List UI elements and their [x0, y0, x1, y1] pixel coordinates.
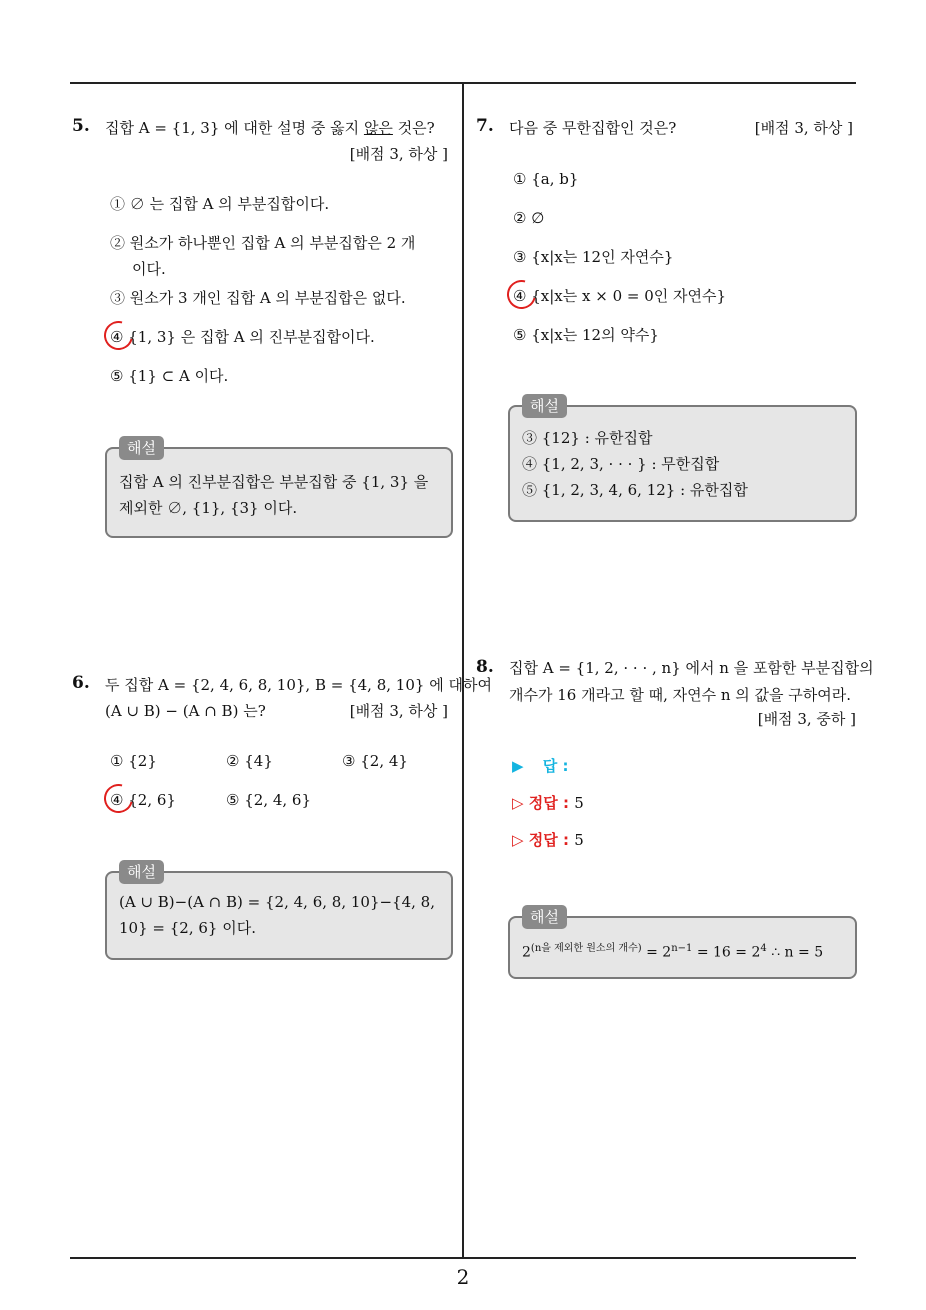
answer-circle-icon	[99, 779, 139, 819]
solution-text: 집합 A 의 진부분집합은 부분집합 중 {1, 3} 을 제외한 ∅, {1}, {3} 이다.	[119, 473, 429, 517]
choice-5[interactable]: ⑤ {x|x는 12의 약수}	[513, 326, 659, 344]
solution-box	[105, 439, 453, 538]
correct-value: 5	[574, 831, 584, 849]
solution-text: (A ∪ B)−(A ∩ B) = {2, 4, 6, 8, 10}−{4, 8, 10} = {2, 6} 이다.	[119, 893, 435, 937]
question-text-line1: 두 집합 A = {2, 4, 6, 8, 10}, B = {4, 8, 10} 에 대하여	[105, 676, 492, 694]
choice-4-correct[interactable]: ④ {x|x는 x × 0 = 0인 자연수}	[513, 283, 726, 309]
correct-label: 정답 :	[528, 794, 569, 812]
answer-circle-icon	[99, 316, 139, 356]
score-label: [배점 3, 하상 ]	[754, 119, 853, 137]
correct-answer-row-1	[512, 792, 584, 813]
solution-line-3: ⑤ {1, 2, 3, 4, 6, 12} : 유한집합	[522, 481, 748, 499]
correct-arrow-icon: ▷	[512, 831, 524, 849]
solution-label: 해설	[522, 905, 567, 929]
solution-text: $2^{(n을 제외한 원소의 개수)} = 2^{n-1} = 16 = 2^4$ ∴ n = 5	[522, 943, 824, 961]
question-number: 7.	[476, 116, 494, 136]
question-text: 집합 A = {1, 3} 에 대한 설명 중 옳지 않은 것은?	[105, 119, 435, 137]
bottom-rule	[70, 1257, 856, 1259]
solution-line-1: ③ {12} : 유한집합	[522, 429, 653, 447]
choice-2[interactable]: ② {4}	[226, 752, 273, 770]
choice-3[interactable]: ③ 원소가 3 개인 집합 A 의 부분집합은 없다.	[110, 289, 406, 307]
correct-value: 5	[574, 794, 584, 812]
choice-2[interactable]: ② ∅	[513, 209, 545, 227]
answer-circle-icon	[502, 275, 542, 315]
solution-label: 해설	[119, 436, 164, 460]
choice-5[interactable]: ⑤ {2, 4, 6}	[226, 791, 312, 809]
question-text-line1: 집합 A = {1, 2, · · · , n} 에서 n 을 포함한 부분집합의	[509, 659, 874, 677]
choice-1[interactable]: ① {a, b}	[513, 170, 579, 188]
answer-label: 답 :	[542, 757, 569, 775]
solution-box	[508, 908, 857, 979]
correct-arrow-icon: ▷	[512, 794, 524, 812]
score-label: [배점 3, 하상 ]	[349, 145, 448, 163]
question-text-line2: (A ∪ B) − (A ∩ B) 는?	[105, 702, 266, 720]
solution-box	[508, 397, 857, 522]
choice-3[interactable]: ③ {x|x는 12인 자연수}	[513, 248, 674, 266]
question-number: 6.	[72, 673, 90, 693]
correct-answer-row-2	[512, 829, 584, 850]
score-label: [배점 3, 중하 ]	[757, 710, 856, 728]
choice-3[interactable]: ③ {2, 4}	[342, 752, 408, 770]
solution-label: 해설	[119, 860, 164, 884]
score-label: [배점 3, 하상 ]	[349, 702, 448, 720]
choice-1[interactable]: ① ∅ 는 집합 A 의 부분집합이다.	[110, 195, 330, 213]
answer-row[interactable]	[512, 755, 569, 776]
question-text: 다음 중 무한집합인 것은?	[509, 119, 677, 137]
solution-line-2: ④ {1, 2, 3, · · · } : 무한집합	[522, 455, 720, 473]
question-number: 5.	[72, 116, 90, 136]
question-number: 8.	[476, 657, 494, 677]
choice-2[interactable]: ② 원소가 하나뿐인 집합 A 의 부분집합은 2 개이다.	[110, 234, 416, 278]
choice-4-correct[interactable]: ④ {1, 3} 은 집합 A 의 진부분집합이다.	[110, 324, 375, 350]
choice-4-correct[interactable]: ④ {2, 6}	[110, 787, 176, 813]
correct-label: 정답 :	[528, 831, 569, 849]
answer-arrow-icon: ▶	[512, 757, 524, 775]
solution-box	[105, 863, 453, 960]
solution-label: 해설	[522, 394, 567, 418]
choice-5[interactable]: ⑤ {1} ⊂ A 이다.	[110, 367, 229, 385]
question-text-line2: 개수가 16 개라고 할 때, 자연수 n 의 값을 구하여라.	[509, 686, 852, 704]
choice-1[interactable]: ① {2}	[110, 752, 157, 770]
page-number: 2	[456, 1265, 470, 1289]
